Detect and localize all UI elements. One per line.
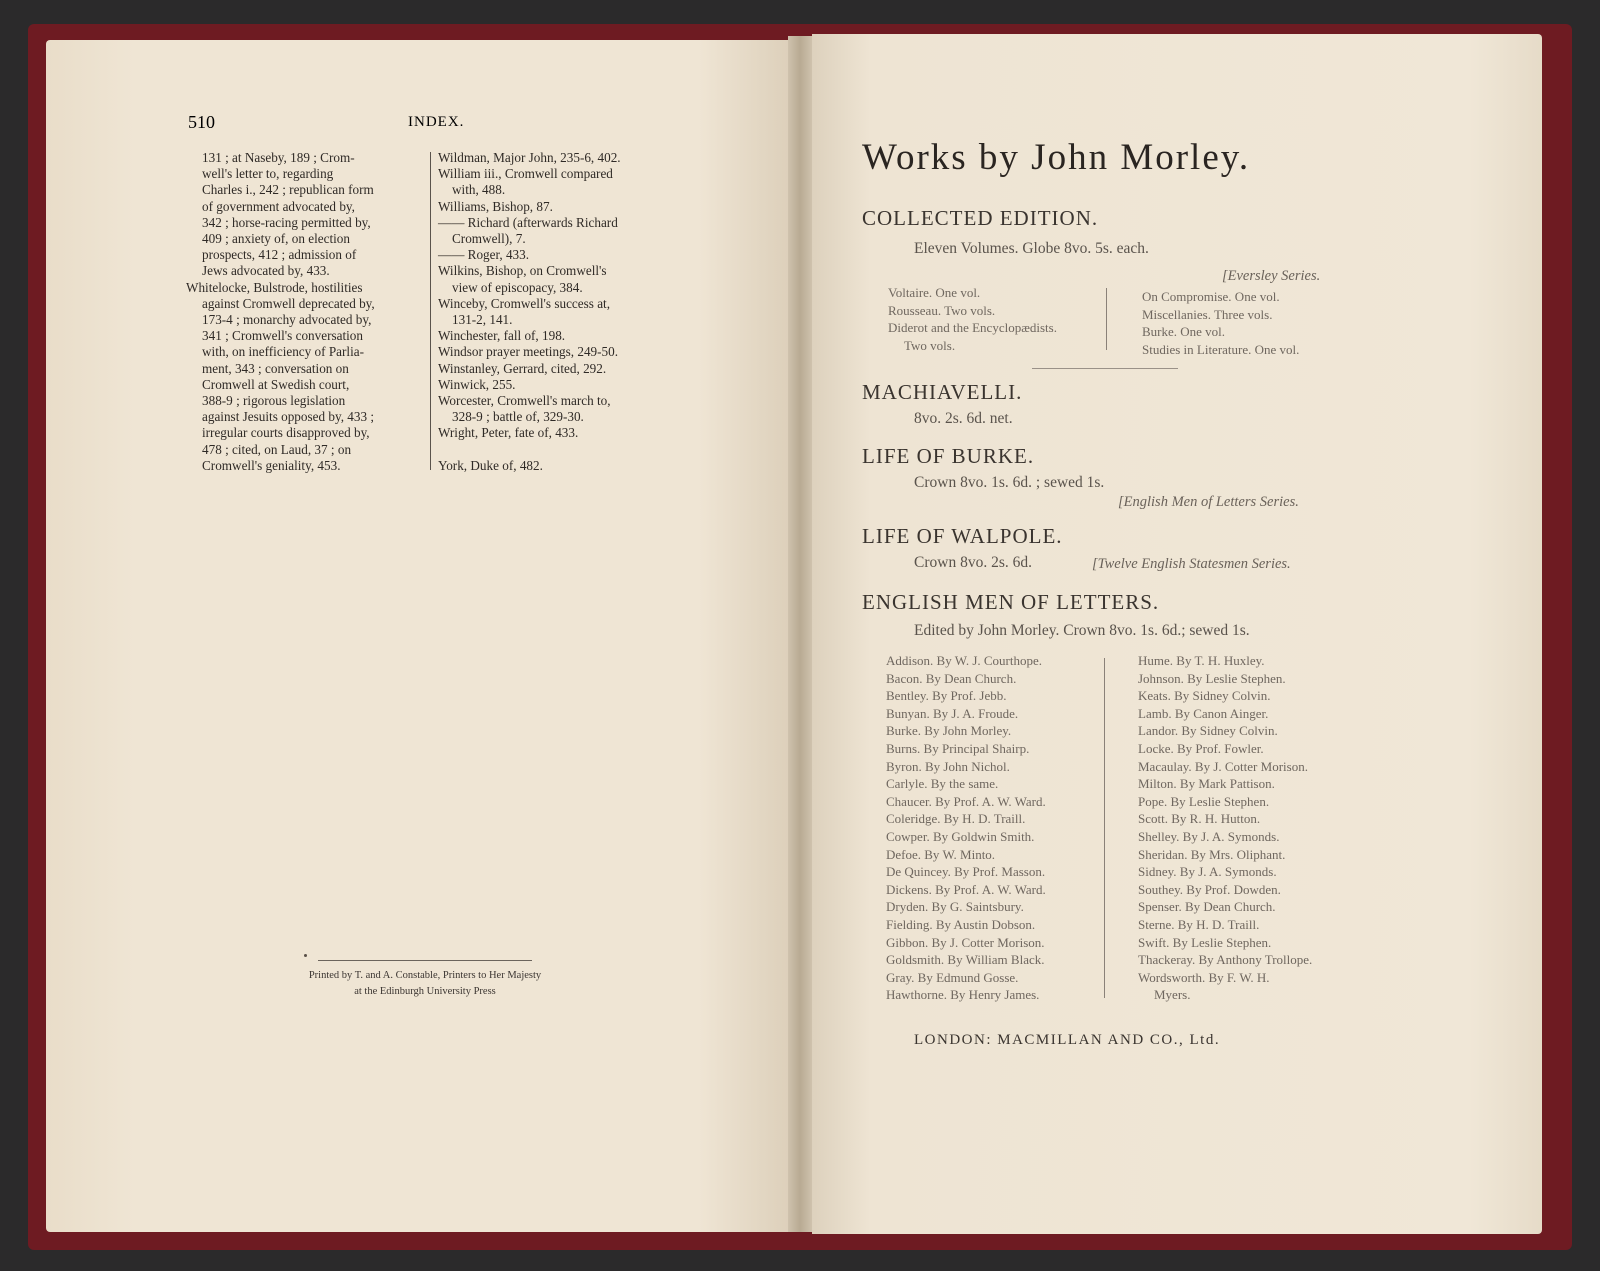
eml-heading: ENGLISH MEN OF LETTERS. bbox=[862, 590, 1160, 614]
author-item: Bunyan. By J. A. Froude. bbox=[886, 705, 1019, 721]
author-item: Fielding. By Austin Dobson. bbox=[886, 916, 1036, 932]
index-line: 131 ; at Naseby, 189 ; Crom- bbox=[202, 150, 355, 165]
collected-volumes-left bbox=[888, 284, 1057, 354]
index-line: Winwick, 255. bbox=[438, 376, 516, 392]
author-item: Johnson. By Leslie Stephen. bbox=[1138, 670, 1286, 686]
column-rule bbox=[1106, 288, 1107, 350]
index-line: William iii., Cromwell compared bbox=[438, 166, 613, 182]
author-item: Shelley. By J. A. Symonds. bbox=[1138, 828, 1280, 844]
index-line: Williams, Bishop, 87. bbox=[438, 198, 553, 214]
volume-item: Two vols. bbox=[904, 337, 956, 353]
author-item: Swift. By Leslie Stephen. bbox=[1138, 934, 1272, 950]
index-line: 131-2, 141. bbox=[452, 312, 513, 328]
running-head: INDEX. bbox=[408, 114, 465, 130]
index-column-left bbox=[186, 150, 424, 474]
index-line: Whitelocke, Bulstrode, hostilities bbox=[186, 279, 363, 295]
volume-item: Studies in Literature. One vol. bbox=[1142, 341, 1300, 357]
index-line: Wright, Peter, fate of, 433. bbox=[438, 425, 579, 441]
index-line: 341 ; Cromwell's conversation bbox=[202, 328, 363, 344]
index-line: 342 ; horse-racing permitted by, bbox=[202, 214, 371, 230]
author-item: Sheridan. By Mrs. Oliphant. bbox=[1138, 846, 1286, 862]
author-item: Cowper. By Goldwin Smith. bbox=[886, 828, 1035, 844]
volume-item: Burke. One vol. bbox=[1142, 324, 1226, 340]
machiavelli-details: 8vo. 2s. 6d. net. bbox=[914, 410, 1013, 427]
page-title: Works by John Morley. bbox=[862, 137, 1251, 178]
burke-heading: LIFE OF BURKE. bbox=[862, 444, 1035, 468]
burke-details: Crown 8vo. 1s. 6d. ; sewed 1s. bbox=[914, 474, 1105, 491]
index-line: York, Duke of, 482. bbox=[438, 457, 543, 473]
index-line: Wildman, Major John, 235-6, 402. bbox=[438, 150, 621, 165]
author-item: Macaulay. By J. Cotter Morison. bbox=[1138, 758, 1308, 774]
author-item: Sterne. By H. D. Traill. bbox=[1138, 916, 1260, 932]
author-item: Hume. By T. H. Huxley. bbox=[1138, 653, 1265, 668]
author-item: Defoe. By W. Minto. bbox=[886, 846, 996, 862]
index-line: against Cromwell deprecated by, bbox=[202, 295, 375, 311]
index-line: Jews advocated by, 433. bbox=[202, 263, 330, 279]
section-divider bbox=[1032, 368, 1178, 369]
imprint-line-1: Printed by T. and A. Constable, Printers to Her Majesty bbox=[308, 970, 542, 981]
index-line: Cromwell's geniality, 453. bbox=[202, 457, 341, 473]
burke-series: [English Men of Letters Series. bbox=[1118, 494, 1299, 510]
volume-item: Voltaire. One vol. bbox=[888, 285, 981, 300]
author-item: Burke. By John Morley. bbox=[886, 723, 1012, 739]
index-line: with, on inefficiency of Parlia- bbox=[202, 344, 364, 360]
index-line: Wilkins, Bishop, on Cromwell's bbox=[438, 263, 607, 279]
collected-edition-heading: COLLECTED EDITION. bbox=[862, 206, 1099, 230]
index-line: 388-9 ; rigorous legislation bbox=[202, 393, 346, 409]
index-line: irregular courts disapproved by, bbox=[202, 425, 370, 441]
author-item: Keats. By Sidney Colvin. bbox=[1138, 688, 1271, 704]
index-line: Charles i., 242 ; republican form bbox=[202, 182, 374, 198]
collected-edition-series: [Eversley Series. bbox=[1222, 268, 1321, 284]
column-rule bbox=[430, 152, 431, 470]
index-line: of government advocated by, bbox=[202, 198, 355, 214]
volume-item: Diderot and the Encyclopædists. bbox=[888, 320, 1057, 336]
author-item: Bentley. By Prof. Jebb. bbox=[886, 688, 1007, 704]
author-item: Locke. By Prof. Fowler. bbox=[1138, 740, 1264, 756]
index-line: ment, 343 ; conversation on bbox=[202, 360, 349, 376]
author-item: Scott. By R. H. Hutton. bbox=[1138, 811, 1261, 827]
author-item: Goldsmith. By William Black. bbox=[886, 952, 1045, 968]
author-item: De Quincey. By Prof. Masson. bbox=[886, 864, 1046, 880]
eml-authors-left bbox=[886, 652, 1046, 1004]
volume-item: Miscellanies. Three vols. bbox=[1142, 306, 1273, 322]
index-line: Cromwell), 7. bbox=[452, 231, 526, 247]
imprint-line-2: at the Edinburgh University Press bbox=[354, 986, 496, 997]
author-item: Dryden. By G. Saintsbury. bbox=[886, 899, 1024, 915]
paper-speck bbox=[304, 954, 307, 957]
index-line: 409 ; anxiety of, on election bbox=[202, 231, 350, 247]
author-item: Bacon. By Dean Church. bbox=[886, 670, 1017, 686]
book-gutter bbox=[788, 36, 812, 1232]
volume-item: On Compromise. One vol. bbox=[1142, 289, 1280, 304]
page-number: 510 bbox=[188, 112, 215, 132]
author-item: Coleridge. By H. D. Traill. bbox=[886, 811, 1026, 827]
author-item: Carlyle. By the same. bbox=[886, 776, 999, 792]
index-line: against Jesuits opposed by, 433 ; bbox=[202, 409, 375, 425]
author-item: Gray. By Edmund Gosse. bbox=[886, 969, 1019, 985]
collected-edition-details: Eleven Volumes. Globe 8vo. 5s. each. bbox=[914, 240, 1149, 257]
index-line: Winchester, fall of, 198. bbox=[438, 328, 566, 344]
author-item: Wordsworth. By F. W. H. bbox=[1138, 969, 1270, 985]
imprint-rule bbox=[318, 960, 532, 961]
index-line: with, 488. bbox=[452, 182, 506, 198]
index-line: Worcester, Cromwell's march to, bbox=[438, 393, 611, 409]
index-line: —— Roger, 433. bbox=[438, 247, 530, 263]
walpole-details: Crown 8vo. 2s. 6d. bbox=[914, 554, 1032, 571]
index-line: Winstanley, Gerrard, cited, 292. bbox=[438, 360, 607, 376]
index-column-right bbox=[438, 150, 678, 474]
index-line: Windsor prayer meetings, 249-50. bbox=[438, 344, 619, 360]
author-item: Spenser. By Dean Church. bbox=[1138, 899, 1276, 915]
author-item: Byron. By John Nichol. bbox=[886, 758, 1010, 774]
index-line: Winceby, Cromwell's success at, bbox=[438, 295, 611, 311]
author-item: Milton. By Mark Pattison. bbox=[1138, 776, 1275, 792]
author-item: Southey. By Prof. Dowden. bbox=[1138, 881, 1281, 897]
machiavelli-heading: MACHIAVELLI. bbox=[862, 380, 1023, 404]
index-line: prospects, 412 ; admission of bbox=[202, 247, 357, 263]
volume-item: Rousseau. Two vols. bbox=[888, 302, 996, 318]
index-line: —— Richard (afterwards Richard bbox=[438, 214, 618, 230]
author-item: Lamb. By Canon Ainger. bbox=[1138, 705, 1269, 721]
author-item: Pope. By Leslie Stephen. bbox=[1138, 793, 1270, 809]
author-item: Burns. By Principal Shairp. bbox=[886, 740, 1030, 756]
author-item: Chaucer. By Prof. A. W. Ward. bbox=[886, 793, 1046, 809]
author-item: Addison. By W. J. Courthope. bbox=[886, 653, 1043, 668]
index-line: 478 ; cited, on Laud, 37 ; on bbox=[202, 441, 352, 457]
author-item: Dickens. By Prof. A. W. Ward. bbox=[886, 881, 1046, 897]
walpole-series: [Twelve English Statesmen Series. bbox=[1092, 556, 1291, 572]
printer-imprint bbox=[250, 968, 600, 1000]
author-item: Sidney. By J. A. Symonds. bbox=[1138, 864, 1277, 880]
index-line: view of episcopacy, 384. bbox=[452, 279, 583, 295]
author-item: Myers. bbox=[1154, 987, 1191, 1003]
index-line: well's letter to, regarding bbox=[202, 166, 334, 182]
walpole-heading: LIFE OF WALPOLE. bbox=[862, 524, 1063, 548]
publisher-footer: LONDON: MACMILLAN AND CO., Ltd. bbox=[914, 1032, 1221, 1048]
author-item: Landor. By Sidney Colvin. bbox=[1138, 723, 1278, 739]
author-item: Gibbon. By J. Cotter Morison. bbox=[886, 934, 1045, 950]
column-rule bbox=[1104, 658, 1105, 998]
index-line: 173-4 ; monarchy advocated by, bbox=[202, 312, 372, 328]
index-line: Cromwell at Swedish court, bbox=[202, 376, 350, 392]
collected-volumes-right bbox=[1142, 288, 1299, 358]
eml-authors-right bbox=[1138, 652, 1312, 1004]
author-item: Hawthorne. By Henry James. bbox=[886, 987, 1040, 1003]
index-line: 328-9 ; battle of, 329-30. bbox=[452, 409, 584, 425]
author-item: Thackeray. By Anthony Trollope. bbox=[1138, 952, 1313, 968]
eml-details: Edited by John Morley. Crown 8vo. 1s. 6d.; sewed 1s. bbox=[914, 622, 1250, 639]
